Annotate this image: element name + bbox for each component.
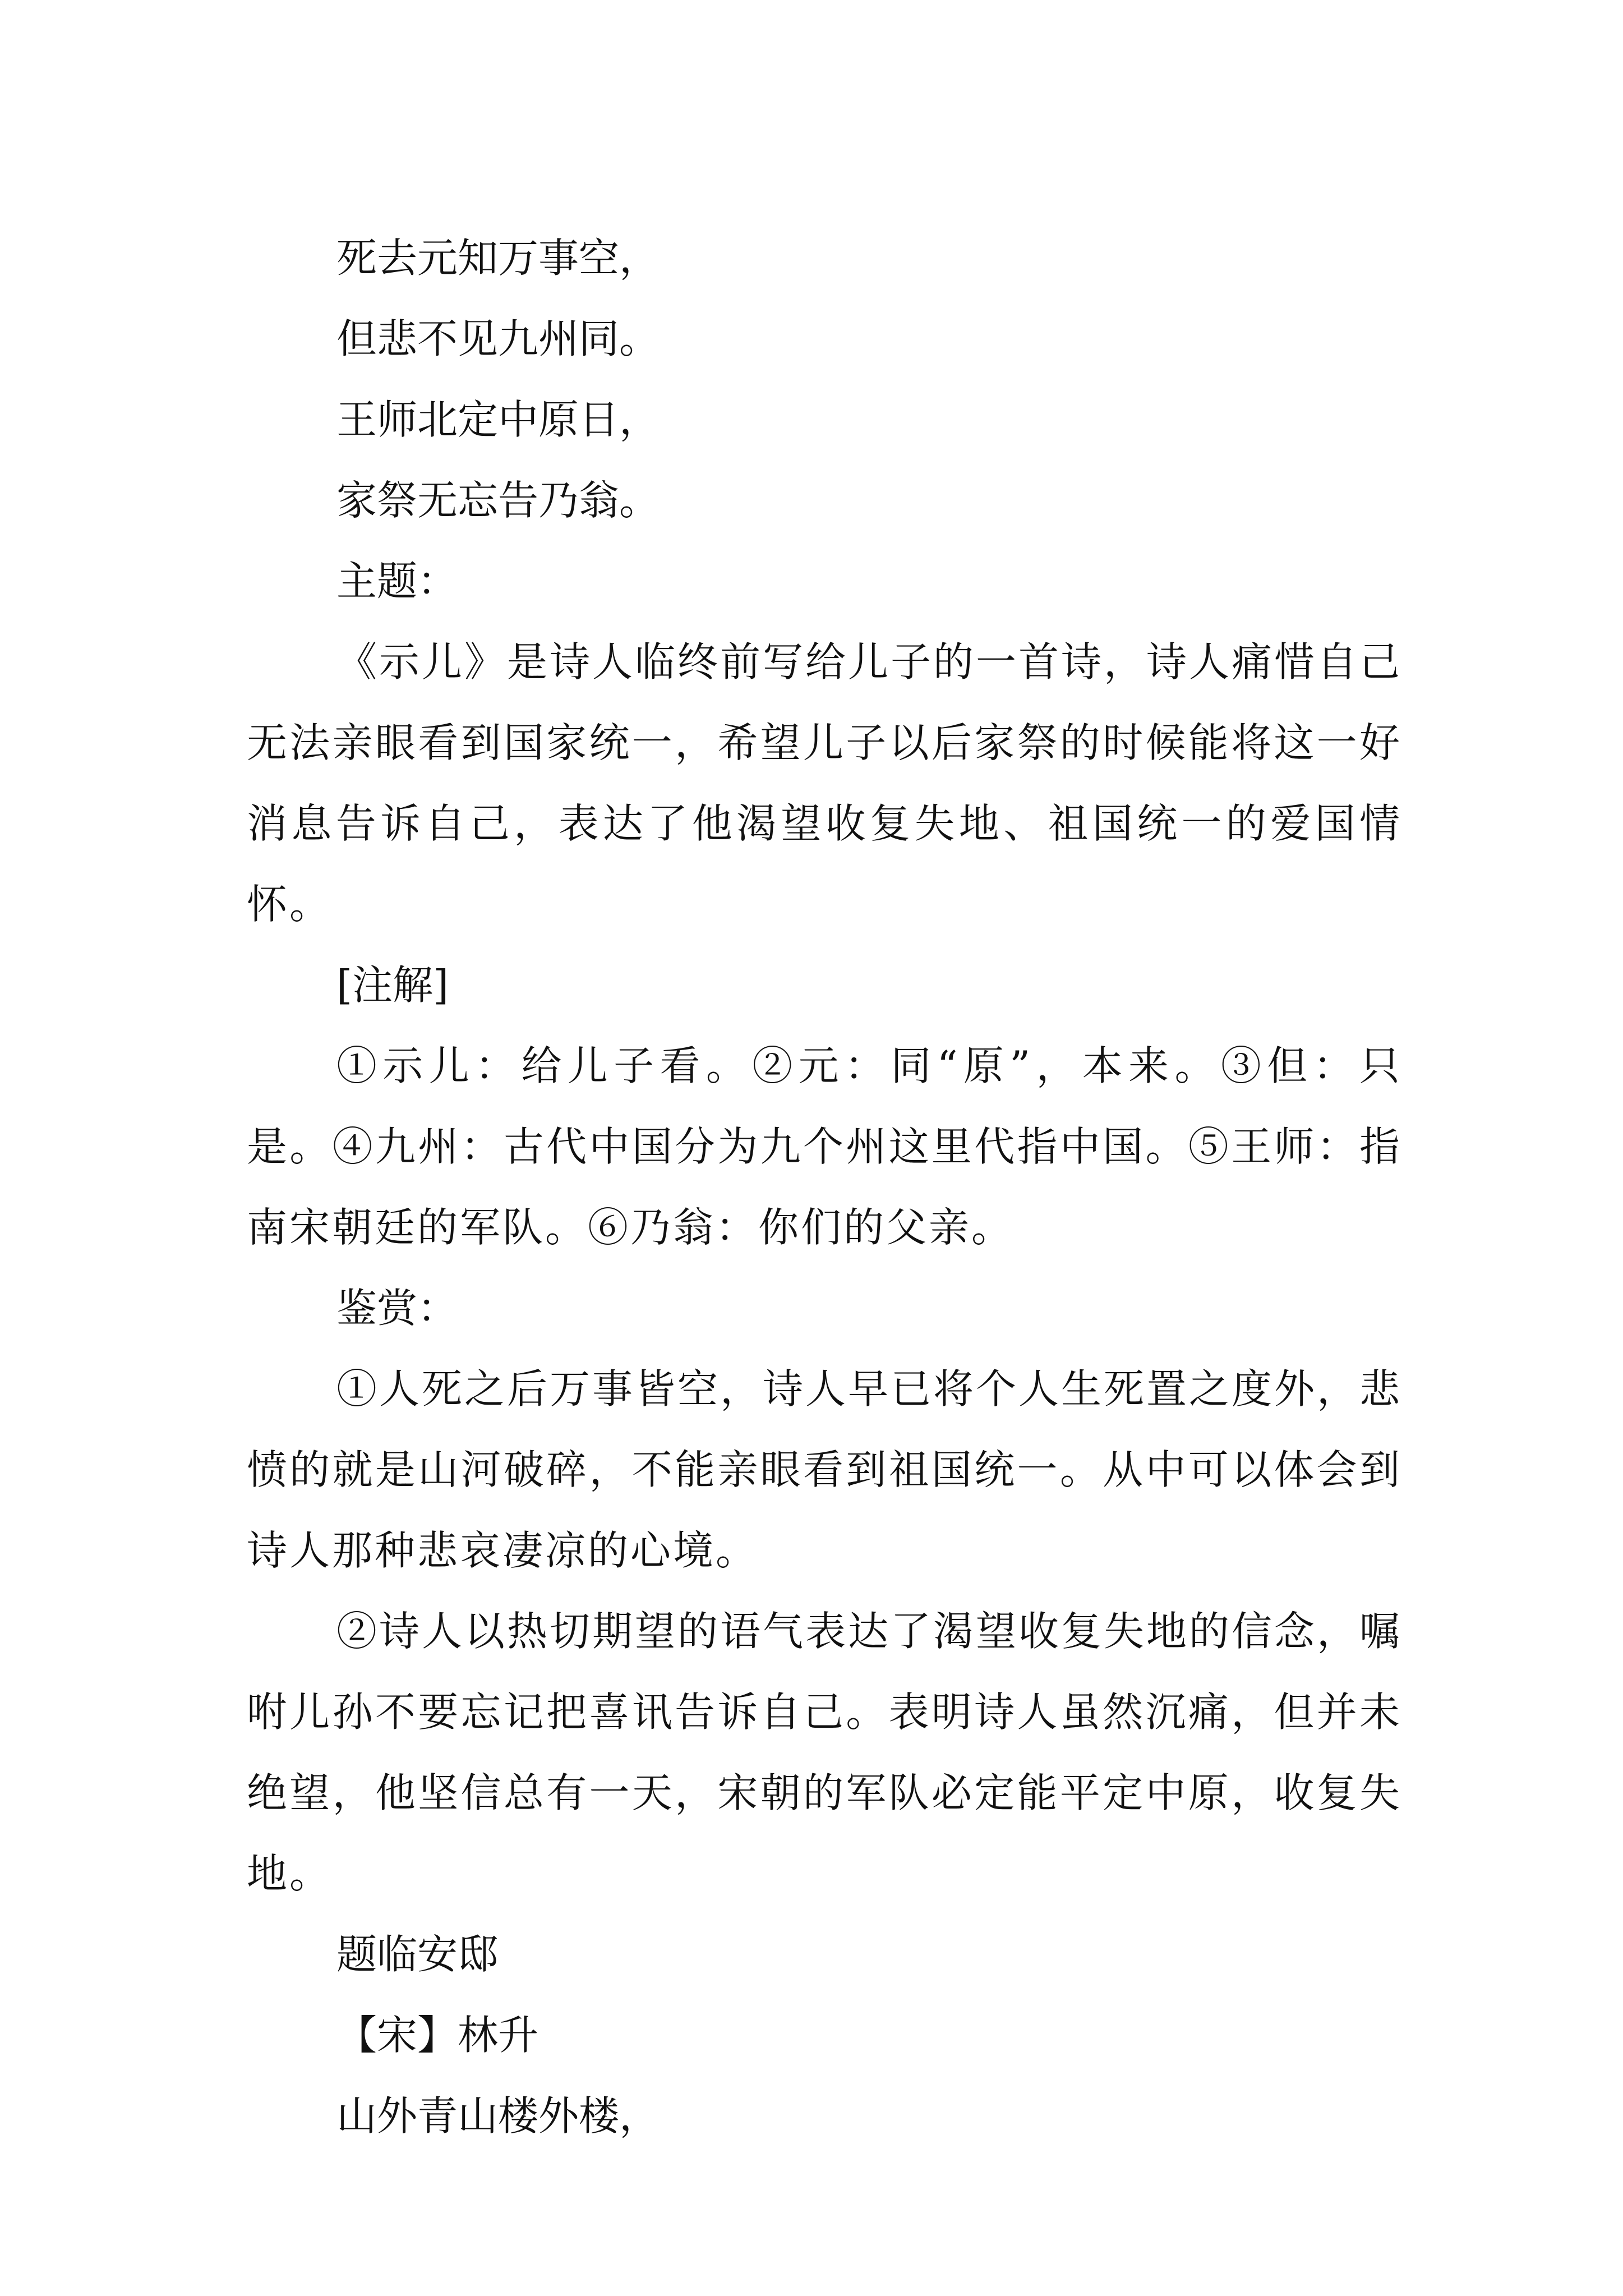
document-body: [247, 218, 1402, 2156]
poem2-author: 【宋】林升: [336, 2012, 539, 2059]
poem2-title: 题临安邸: [336, 1931, 499, 1978]
poem-line-1: 死去元知万事空，: [336, 234, 660, 282]
poem-line-4: 家祭无忘告乃翁。: [336, 477, 660, 524]
poem2-line-1: 山外青山楼外楼，: [336, 2092, 660, 2139]
notes-heading: [注解]: [336, 961, 449, 1009]
notes-paragraph: ①示儿：给儿子看。②元：同“原”，本来。③但：只是。④九州：古代中国分为九个州这里代指中国。⑤王师：指南宋朝廷的军队。⑥乃翁：你们的父亲。: [247, 1042, 1402, 1251]
poem-line-2: 但悲不见九州同。: [336, 315, 660, 362]
appreciation-paragraph-2: ②诗人以热切期望的语气表达了渴望收复失地的信念，嘱咐儿孙不要忘记把喜讯告诉自己。表明诗人虽然沉痛，但并未绝望，他坚信总有一天，宋朝的军队必定能平定中原，收复失地。: [247, 1608, 1403, 1897]
appreciation-heading: 鉴赏：: [336, 1285, 458, 1332]
theme-paragraph: 《示儿》是诗人临终前写给儿子的一首诗，诗人痛惜自己无法亲眼看到国家统一，希望儿子以后家祭的时候能将这一好消息告诉自己，表达了他渴望收复失地、祖国统一的爱国情怀。: [247, 638, 1403, 928]
appreciation-paragraph-1: ①人死之后万事皆空，诗人早已将个人生死置之度外，悲愤的就是山河破碎，不能亲眼看到祖国统一。从中可以体会到诗人那种悲哀凄凉的心境。: [247, 1365, 1403, 1574]
poem-line-3: 王师北定中原日，: [336, 396, 660, 443]
theme-heading: 主题：: [336, 558, 458, 605]
